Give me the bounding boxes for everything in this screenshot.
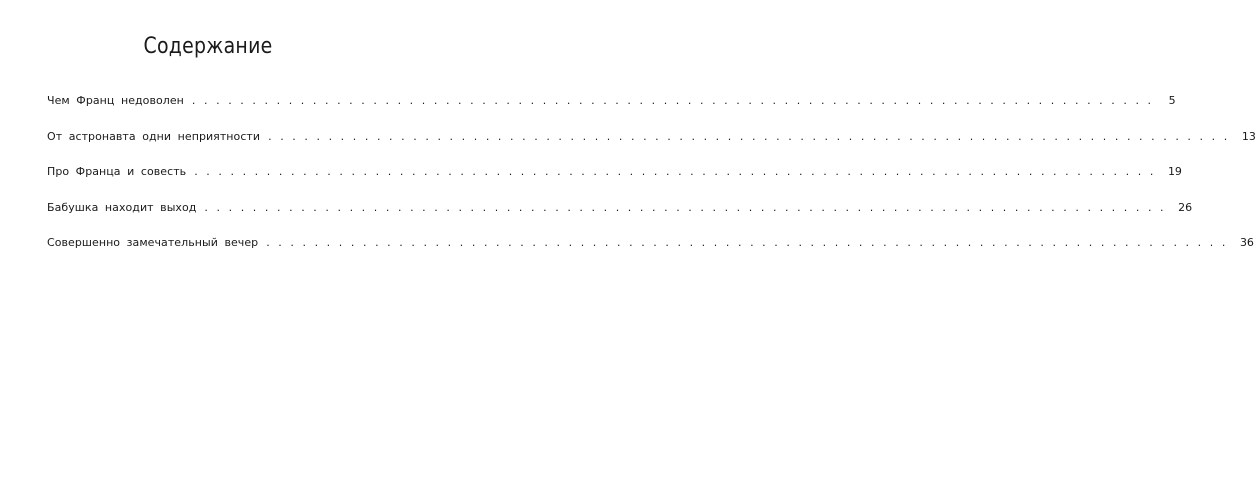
dot-leader: ................................................................................ — [191, 94, 1160, 107]
toc-entry-title: Бабушка находит выход — [47, 200, 197, 214]
toc-entry-page-number: 13 — [1241, 129, 1256, 143]
toc-entry-title: Чем Франц недоволен — [47, 94, 184, 107]
dot-leader: ................................................................................ — [266, 236, 1234, 249]
toc-entry — [47, 200, 1193, 237]
table-of-contents — [47, 94, 1256, 272]
toc-entry — [47, 236, 1254, 272]
toc-entry-page-number: 36 — [1239, 236, 1254, 249]
toc-entry — [47, 165, 1182, 201]
toc-entry-page-number: 19 — [1167, 165, 1182, 178]
dot-leader: ................................................................................ — [194, 165, 1162, 178]
toc-entry-title: Про Франца и совесть — [47, 165, 187, 178]
dot-leader: ................................................................................ — [204, 200, 1173, 214]
dot-leader: ................................................................................ — [268, 129, 1236, 143]
toc-entry — [47, 94, 1176, 130]
toc-entry-page-number: 5 — [1168, 94, 1176, 107]
toc-entry-title: От астронавта одни неприятности — [47, 129, 261, 143]
toc-entry-page-number: 26 — [1178, 200, 1193, 214]
page-title: Содержание — [143, 34, 273, 59]
toc-entry-title: Совершенно замечательный вечер — [47, 236, 259, 249]
toc-entry — [47, 129, 1256, 166]
